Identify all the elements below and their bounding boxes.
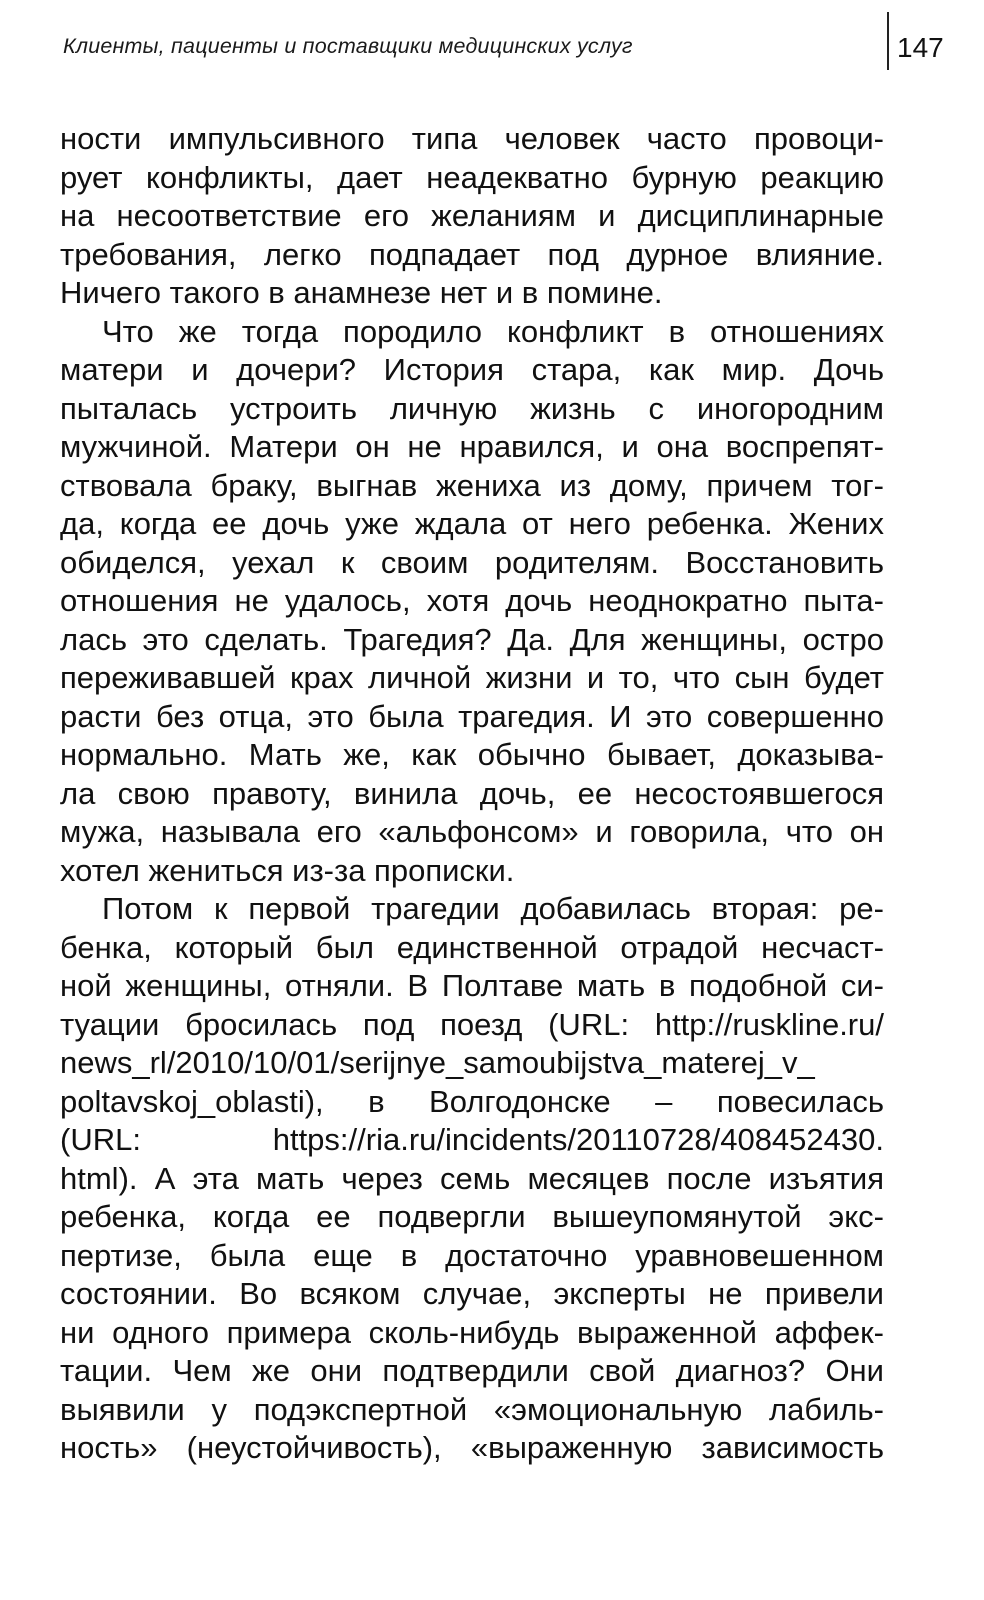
- text-line: отношения не удалось, хотя дочь неоднократно пыта-: [60, 583, 884, 618]
- text-line: ствовала браку, выгнав жениха из дому, причем тог-: [60, 467, 884, 503]
- text-line: (URL: https://ria.ru/incidents/20110728/408452430.: [60, 1122, 884, 1157]
- text-line: news_rl/2010/10/01/serijnye_samoubijstva_materej_v_: [60, 1045, 815, 1080]
- text-line: да, когда ее дочь уже ждала от него ребенка. Жених: [60, 506, 884, 541]
- text-line: нормально. Мать же, как обычно бывает, доказыва-: [60, 737, 884, 772]
- text-line: ной женщины, отняли. В Полтаве мать в подобной си-: [60, 968, 884, 1003]
- running-title: Клиенты, пациенты и поставщики медицинских услуг: [63, 34, 633, 58]
- text-line: требования, легко подпадает под дурное влияние.: [60, 236, 884, 272]
- text-line: выявили у подэкспертной «эмоциональную лабиль-: [60, 1391, 884, 1427]
- text-line: poltavskoj_oblasti), в Волгодонске – повесилась: [60, 1083, 884, 1119]
- text-line: Ничего такого в анамнезе нет и в помине.: [60, 275, 663, 310]
- text-line: html). А эта мать через семь месяцев после изъятия: [60, 1160, 884, 1196]
- text-line: Потом к первой трагедии добавилась вторая: ре-: [102, 891, 884, 926]
- text-line: хотел жениться из-за прописки.: [60, 852, 515, 888]
- page-number: 147: [897, 32, 944, 63]
- text-line: ни одного примера сколь-нибудь выраженной аффек-: [60, 1314, 884, 1350]
- text-line: мужчиной. Матери он не нравился, и она воспрепят-: [60, 429, 884, 464]
- text-line: туации бросилась под поезд (URL: http://ruskline.ru/: [60, 1006, 884, 1042]
- text-line: ла свою правоту, винила дочь, ее несостоявшегося: [60, 775, 884, 811]
- text-line: расти без отца, это была трагедия. И это совершенно: [60, 698, 884, 734]
- text-line: ребенка, когда ее подвергли вышеупомянутой экс-: [60, 1199, 884, 1234]
- text-line: переживавшей крах личной жизни и то, что сын будет: [60, 660, 884, 695]
- text-line: на несоответствие его желаниям и дисциплинарные: [60, 198, 884, 233]
- text-line: пертизе, была еще в достаточно уравновешенном: [60, 1237, 884, 1273]
- text-line: ности импульсивного типа человек часто провоци-: [60, 121, 884, 156]
- text-line: состоянии. Во всяком случае, эксперты не привели: [60, 1276, 884, 1311]
- header-divider: [887, 12, 889, 70]
- text-line: бенка, который был единственной отрадой несчаст-: [60, 929, 884, 965]
- text-line: обиделся, уехал к своим родителям. Восстановить: [60, 544, 884, 580]
- text-line: тации. Чем же они подтвердили свой диагноз? Они: [60, 1353, 884, 1388]
- text-line: Что же тогда породило конфликт в отношениях: [102, 313, 884, 349]
- text-line: матери и дочери? История стара, как мир. Дочь: [60, 352, 884, 387]
- text-line: рует конфликты, дает неадекватно бурную реакцию: [60, 159, 884, 195]
- text-line: лась это сделать. Трагедия? Да. Для женщины, остро: [60, 621, 884, 657]
- body-text: [60, 120, 884, 1468]
- text-line: ность» (неустойчивость), «выраженную зависимость: [60, 1430, 884, 1465]
- text-line: мужа, называла его «альфонсом» и говорила, что он: [60, 814, 884, 849]
- text-line: пыталась устроить личную жизнь с иногородним: [60, 390, 884, 426]
